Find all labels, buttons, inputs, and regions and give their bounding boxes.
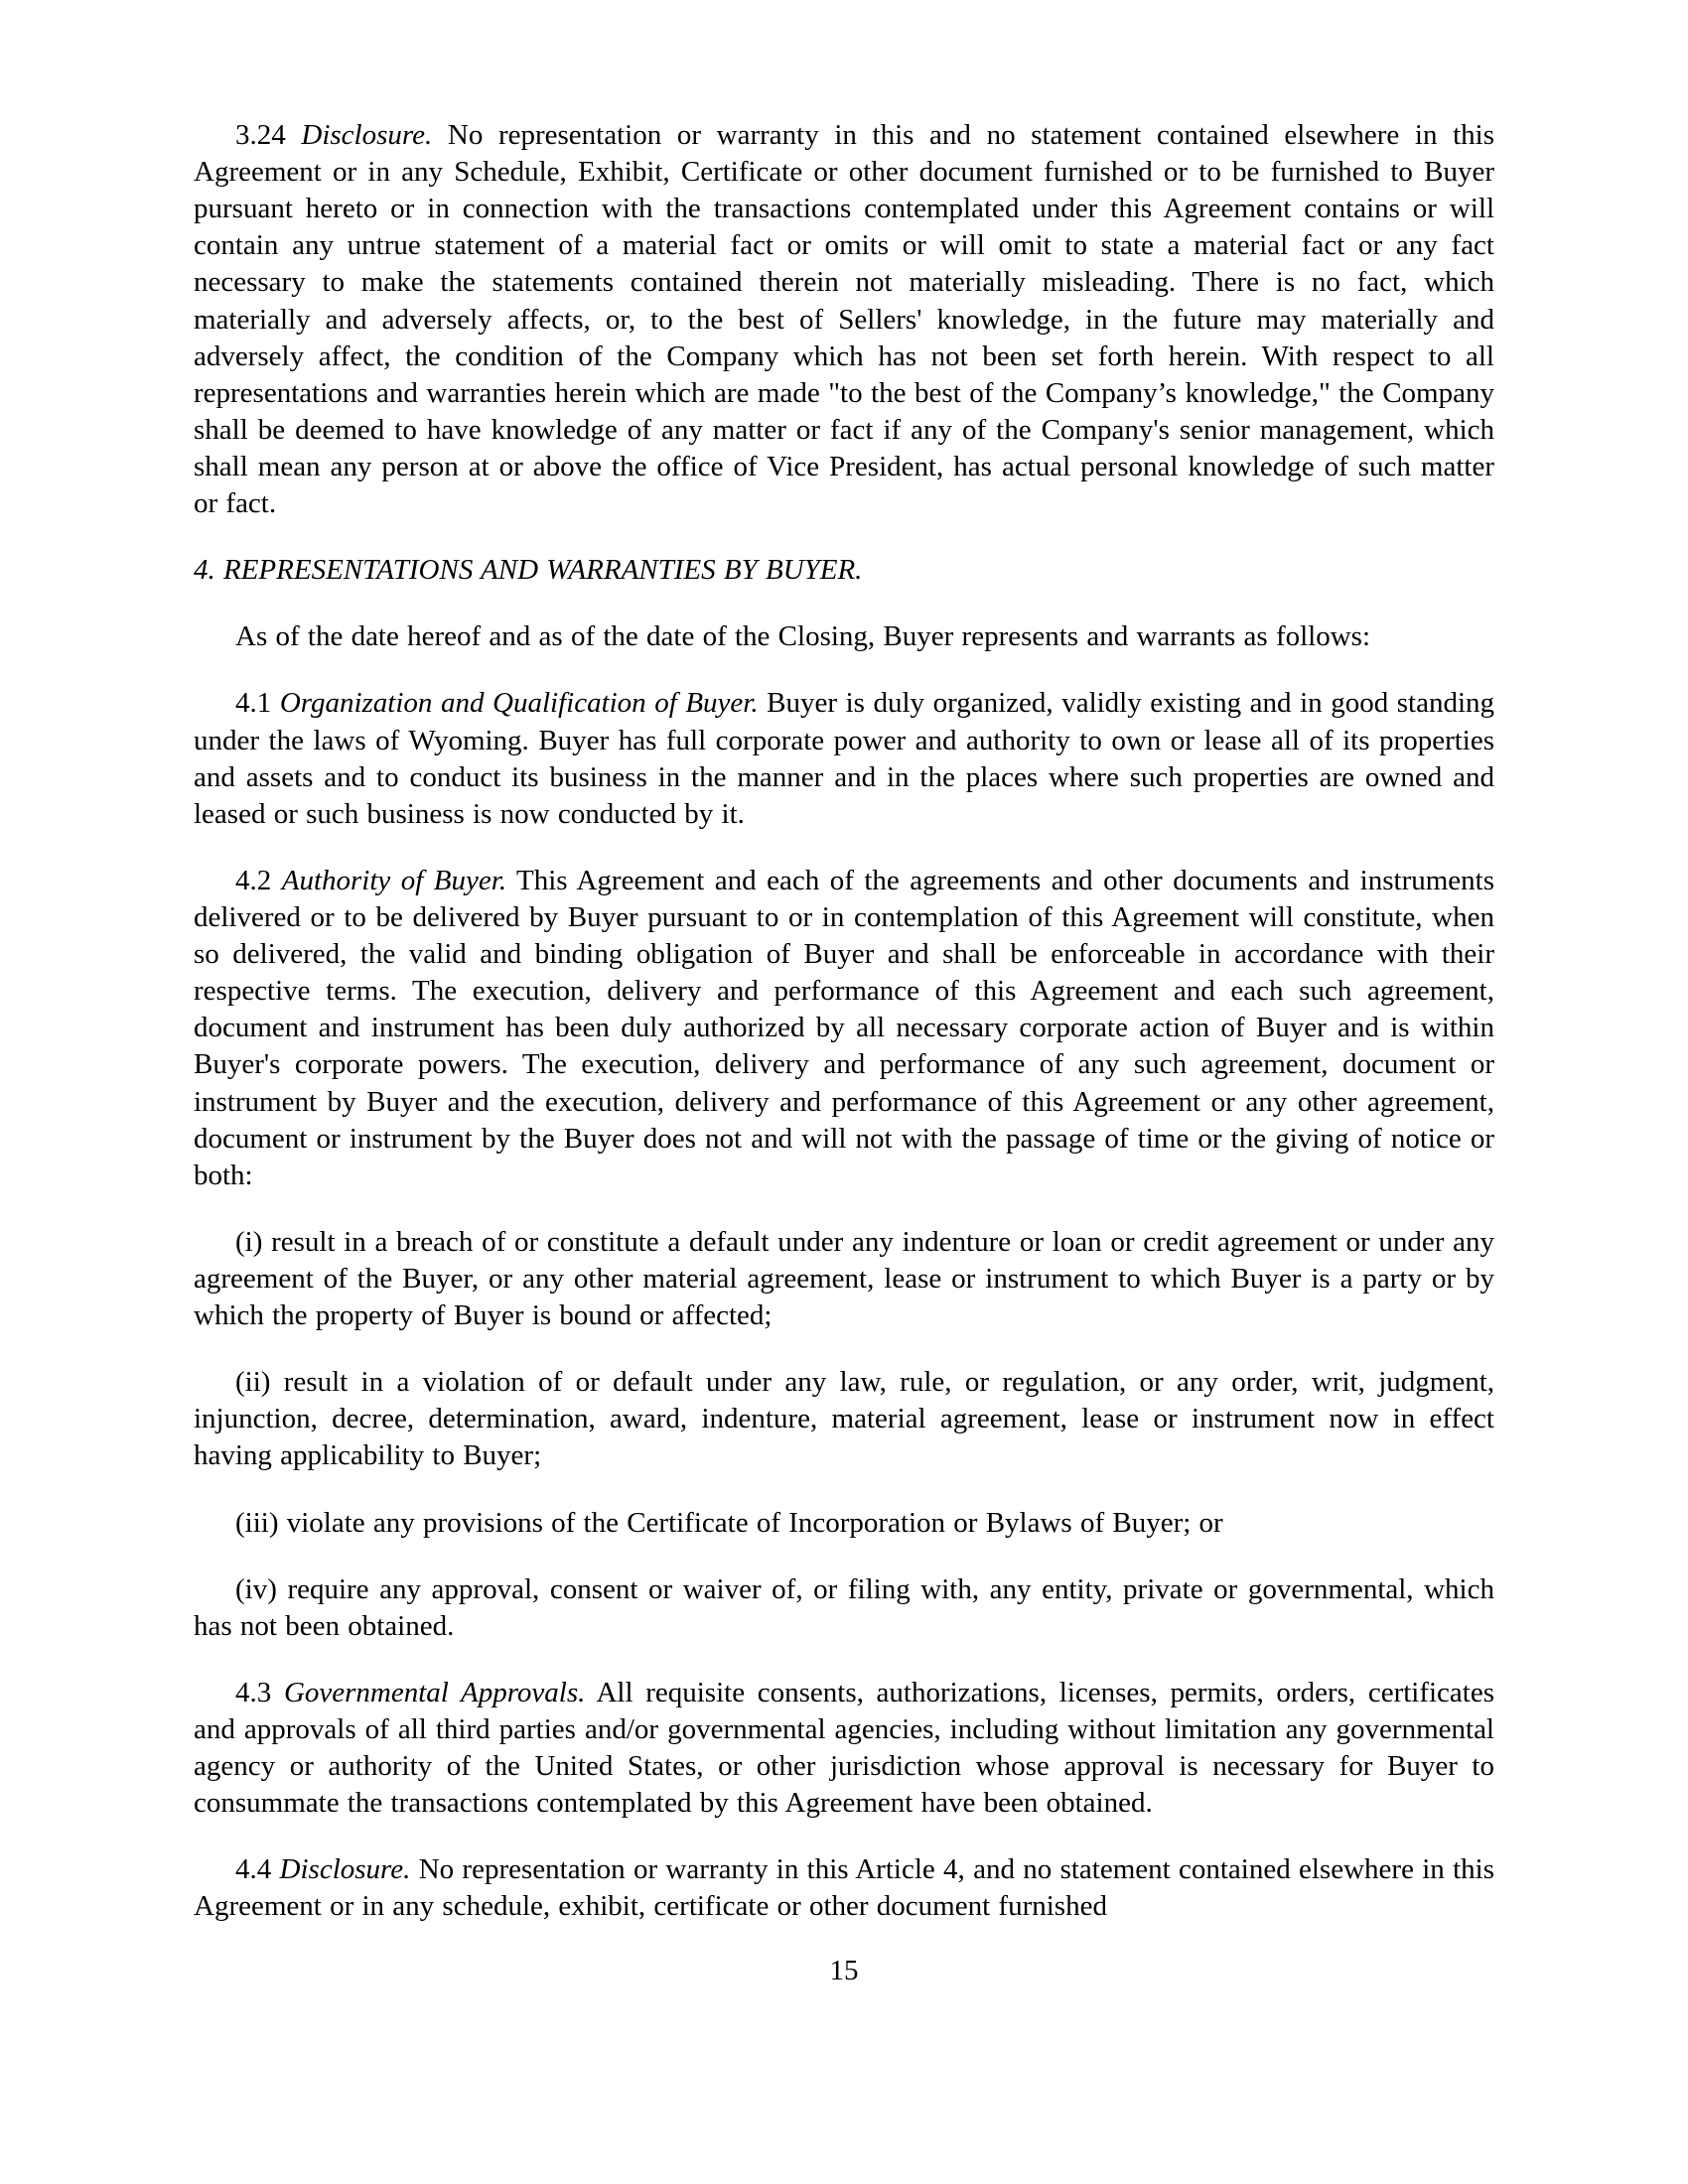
text-run: Buyer is duly organized, validly existing and in good standing under the laws of Wyoming. Buyer has full corporate power and authority to own or lease all of its properties and assets and to conduct its business in the manner and in the places where such properties are owned and leased or such business is now conducted by it. [194,687,1495,830]
paragraph-4-1-organization [194,685,1494,832]
text-run: 4.2 [235,864,282,896]
text-run: 4.4 [235,1853,280,1886]
text-run: 4.3 [235,1676,284,1708]
section-4-heading [194,552,1494,589]
document-body [194,117,1494,1925]
paragraph-4-intro [194,618,1494,655]
text-run: (iii) violate any provisions of the Certificate of Incorporation or Bylaws of Buyer; or [235,1506,1223,1539]
paragraph-3-24-disclosure [194,117,1494,522]
text-run: (i) result in a breach of or constitute a default under any indenture or loan or credit agreement or under any agreement of the Buyer, or any other material agreement, lease or instrument to which Buyer is a party or by which the property of Buyer is bound or affected; [194,1225,1494,1332]
italic-run: Authority of Buyer. [281,864,507,896]
paragraph-4-4-disclosure [194,1851,1494,1925]
text-run: (iv) require any approval, consent or waiver of, or filing with, any entity, private or governmental, which has not been obtained. [194,1572,1494,1642]
italic-run: Disclosure. [301,119,433,151]
paragraph-clause-iii [194,1505,1494,1542]
text-run: This Agreement and each of the agreements and other documents and instruments delivered or to be delivered by Buyer pursuant to or in contemplation of this Agreement will constitute, when so delivered, the valid and binding obligation of Buyer and shall be enforceable in accordance with their respective terms. The execution, delivery and performance of this Agreement and each such agreement, document and instrument has been duly authorized by all necessary corporate action of Buyer and is within Buyer's corporate powers. The execution, delivery and performance of any such agreement, document or instrument by Buyer and the execution, delivery and performance of this Agreement or any other agreement, document or instrument by the Buyer does not and will not with the passage of time or the giving of notice or both: [194,864,1494,1191]
text-run: No representation or warranty in this and no statement contained elsewhere in this Agreement or in any Schedule, Exhibit, Certificate or other document furnished or to be furnished to Buyer pursuant hereto or in connection with the transactions contemplated under this Agreement contains or will contain any untrue statement of a material fact or omits or will omit to state a material fact or any fact necessary to make the statements contained therein not materially misleading. There is no fact, which materially and adversely affects, or, to the best of Sellers' knowledge, in the future may materially and adversely affect, the condition of the Company which has not been set forth herein. With respect to all representations and warranties herein which are made "to the best of the Company’s knowledge," the Company shall be deemed to have knowledge of any matter or fact if any of the Company's senior management, which shall mean any person at or above the office of Vice President, has actual personal knowledge of such matter or fact. [194,119,1494,520]
paragraph-clause-i [194,1224,1494,1334]
italic-run: Disclosure. [279,1853,411,1886]
italic-run: 4. REPRESENTATIONS AND WARRANTIES BY BUYER. [194,554,863,587]
paragraph-4-3-governmental-approvals [194,1675,1494,1822]
text-run: All requisite consents, authorizations, licenses, permits, orders, certificates and approvals of all third parties and/or governmental agencies, including without limitation any governmental agency or authority of the United States, or other jurisdiction whose approval is necessary for Buyer to consummate the transactions contemplated by this Agreement have been obtained. [194,1676,1495,1820]
paragraph-clause-iv [194,1571,1494,1645]
text-run: 4.1 [235,687,280,720]
italic-run: Governmental Approvals. [283,1676,586,1708]
text-run: As of the date hereof and as of the date of the Closing, Buyer represents and warrants as follows: [235,620,1371,653]
text-run: (ii) result in a violation of or default under any law, rule, or regulation, or any order, writ, judgment, injunction, decree, determination, award, indenture, material agreement, lease or instrument now in effect having applicability to Buyer; [194,1366,1494,1472]
text-run: No representation or warranty in this Article 4, and no statement contained elsewhere in this Agreement or in any schedule, exhibit, certificate or other document furnished [194,1853,1494,1923]
paragraph-4-2-authority [194,863,1494,1194]
paragraph-clause-ii [194,1364,1494,1474]
italic-run: Organization and Qualification of Buyer. [279,687,759,720]
text-run: 3.24 [235,119,302,151]
page-number: 15 [829,1955,859,1987]
